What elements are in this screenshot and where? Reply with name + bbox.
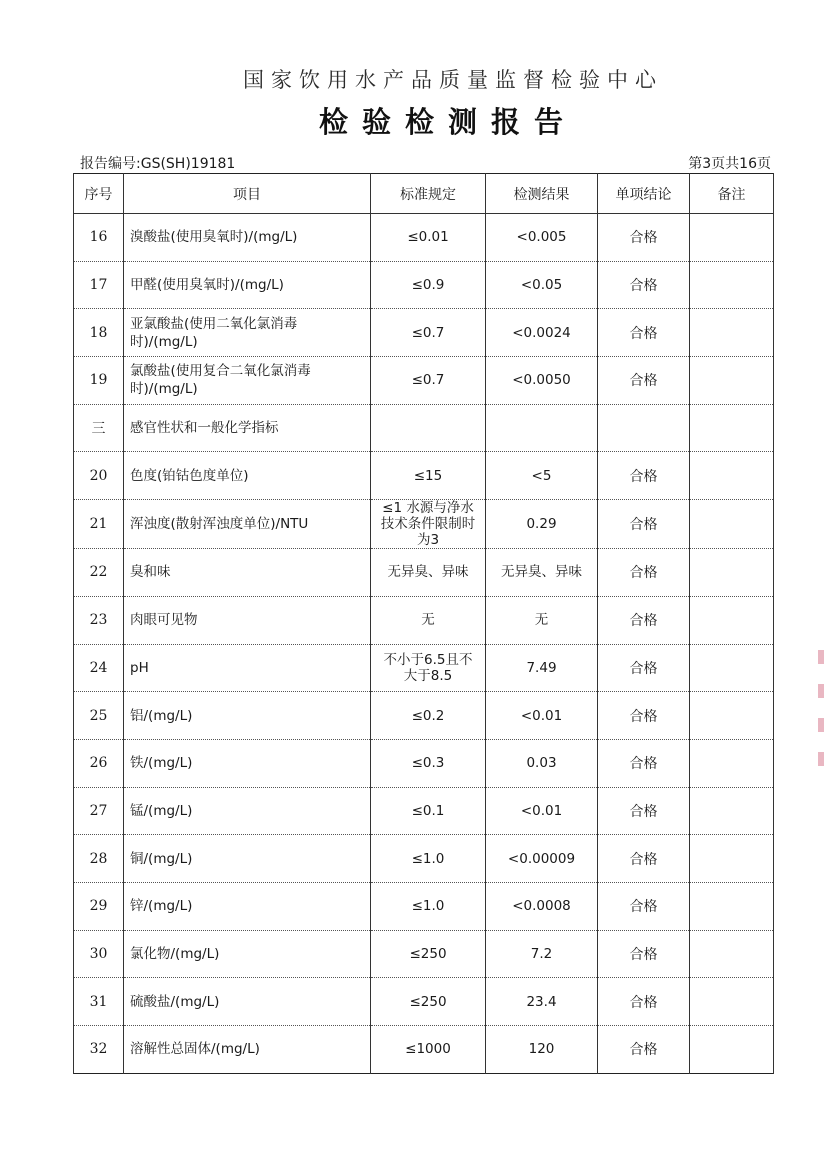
row-conclusion: 合格 (598, 930, 690, 978)
row-standard (371, 404, 486, 452)
report-number: 报告编号:GS(SH)19181 (80, 156, 236, 172)
row-number: 29 (74, 882, 124, 930)
row-result: 120 (486, 1026, 598, 1074)
column-header-note: 备注 (690, 174, 774, 214)
column-header-no: 序号 (74, 174, 124, 214)
row-standard: ≤1.0 (371, 882, 486, 930)
table-row (74, 835, 774, 883)
row-note (690, 261, 774, 309)
table-row (74, 692, 774, 740)
row-result: 0.29 (486, 500, 598, 549)
row-note (690, 644, 774, 692)
row-result: <0.005 (486, 214, 598, 262)
row-note (690, 549, 774, 597)
row-result: 7.49 (486, 644, 598, 692)
row-standard: ≤0.7 (371, 309, 486, 357)
row-conclusion: 合格 (598, 739, 690, 787)
row-item: 溶解性总固体/(mg/L) (124, 1026, 371, 1074)
row-conclusion: 合格 (598, 452, 690, 500)
row-number: 24 (74, 644, 124, 692)
table-row (74, 882, 774, 930)
row-result: <0.00009 (486, 835, 598, 883)
row-number: 28 (74, 835, 124, 883)
row-item: 感官性状和一般化学指标 (124, 404, 371, 452)
row-number: 16 (74, 214, 124, 262)
row-item: 亚氯酸盐(使用二氧化氯消毒时)/(mg/L) (124, 309, 371, 357)
row-number: 17 (74, 261, 124, 309)
row-note (690, 596, 774, 644)
table-row (74, 261, 774, 309)
table-row (74, 739, 774, 787)
row-result: 0.03 (486, 739, 598, 787)
row-conclusion: 合格 (598, 309, 690, 357)
results-table (73, 173, 774, 1074)
row-number: 32 (74, 1026, 124, 1074)
column-header-conclusion: 单项结论 (598, 174, 690, 214)
row-standard: 不小于6.5且不大于8.5 (371, 644, 486, 692)
row-item: 肉眼可见物 (124, 596, 371, 644)
table-row (74, 404, 774, 452)
row-conclusion: 合格 (598, 261, 690, 309)
table-row (74, 500, 774, 549)
row-number: 30 (74, 930, 124, 978)
row-item: pH (124, 644, 371, 692)
row-number: 23 (74, 596, 124, 644)
row-item: 铜/(mg/L) (124, 835, 371, 883)
table-header-row (74, 174, 774, 214)
report-title: 检验检测报告 (318, 105, 577, 139)
row-number: 20 (74, 452, 124, 500)
column-header-standard: 标准规定 (371, 174, 486, 214)
row-number: 三 (74, 404, 124, 452)
column-header-item: 项目 (124, 174, 371, 214)
table-row (74, 357, 774, 405)
row-standard: ≤0.3 (371, 739, 486, 787)
row-item: 铁/(mg/L) (124, 739, 371, 787)
row-number: 26 (74, 739, 124, 787)
organization-name: 国家饮用水产品质量监督检验中心 (243, 68, 663, 92)
page-info: 第3页共16页 (688, 156, 771, 172)
table-row (74, 644, 774, 692)
row-conclusion: 合格 (598, 978, 690, 1026)
row-standard: ≤15 (371, 452, 486, 500)
seal-stamp-edge (818, 650, 826, 820)
row-standard: ≤250 (371, 930, 486, 978)
row-result: <5 (486, 452, 598, 500)
row-result: 7.2 (486, 930, 598, 978)
row-item: 锰/(mg/L) (124, 787, 371, 835)
row-note (690, 1026, 774, 1074)
table-row (74, 978, 774, 1026)
row-conclusion: 合格 (598, 644, 690, 692)
row-conclusion: 合格 (598, 214, 690, 262)
row-result (486, 404, 598, 452)
row-number: 18 (74, 309, 124, 357)
row-conclusion: 合格 (598, 357, 690, 405)
row-conclusion (598, 404, 690, 452)
row-conclusion: 合格 (598, 692, 690, 740)
column-header-result: 检测结果 (486, 174, 598, 214)
row-standard: 无异臭、异味 (371, 549, 486, 597)
row-item: 硫酸盐/(mg/L) (124, 978, 371, 1026)
row-conclusion: 合格 (598, 882, 690, 930)
row-standard: ≤250 (371, 978, 486, 1026)
row-standard: 无 (371, 596, 486, 644)
row-standard: ≤0.9 (371, 261, 486, 309)
row-standard: ≤1000 (371, 1026, 486, 1074)
table-row (74, 787, 774, 835)
row-note (690, 882, 774, 930)
row-number: 21 (74, 500, 124, 549)
row-item: 铝/(mg/L) (124, 692, 371, 740)
row-result: <0.01 (486, 787, 598, 835)
table-row (74, 309, 774, 357)
row-item: 氯化物/(mg/L) (124, 930, 371, 978)
row-number: 27 (74, 787, 124, 835)
row-number: 22 (74, 549, 124, 597)
row-number: 25 (74, 692, 124, 740)
row-note (690, 404, 774, 452)
row-conclusion: 合格 (598, 549, 690, 597)
row-item: 臭和味 (124, 549, 371, 597)
row-standard: ≤0.1 (371, 787, 486, 835)
row-item: 甲醛(使用臭氧时)/(mg/L) (124, 261, 371, 309)
row-standard: ≤0.2 (371, 692, 486, 740)
row-note (690, 692, 774, 740)
row-conclusion: 合格 (598, 1026, 690, 1074)
table-body (74, 214, 774, 1074)
row-result: 无 (486, 596, 598, 644)
row-result: <0.0024 (486, 309, 598, 357)
row-note (690, 978, 774, 1026)
row-conclusion: 合格 (598, 835, 690, 883)
table-row (74, 452, 774, 500)
row-standard: ≤0.7 (371, 357, 486, 405)
row-number: 31 (74, 978, 124, 1026)
row-note (690, 452, 774, 500)
table-row (74, 549, 774, 597)
row-item: 氯酸盐(使用复合二氧化氯消毒时)/(mg/L) (124, 357, 371, 405)
row-standard: ≤0.01 (371, 214, 486, 262)
table-row (74, 596, 774, 644)
row-note (690, 500, 774, 549)
row-note (690, 835, 774, 883)
row-item: 溴酸盐(使用臭氧时)/(mg/L) (124, 214, 371, 262)
row-standard: ≤1.0 (371, 835, 486, 883)
table-row (74, 930, 774, 978)
row-result: <0.05 (486, 261, 598, 309)
table-row (74, 214, 774, 262)
row-note (690, 309, 774, 357)
table-row (74, 1026, 774, 1074)
row-note (690, 739, 774, 787)
row-item: 浑浊度(散射浑浊度单位)/NTU (124, 500, 371, 549)
row-note (690, 930, 774, 978)
row-result: 无异臭、异味 (486, 549, 598, 597)
row-number: 19 (74, 357, 124, 405)
row-conclusion: 合格 (598, 596, 690, 644)
row-item: 色度(铂钴色度单位) (124, 452, 371, 500)
row-conclusion: 合格 (598, 500, 690, 549)
row-item: 锌/(mg/L) (124, 882, 371, 930)
row-standard: ≤1 水源与净水技术条件限制时为3 (371, 500, 486, 549)
row-note (690, 357, 774, 405)
row-note (690, 787, 774, 835)
row-result: <0.0008 (486, 882, 598, 930)
row-conclusion: 合格 (598, 787, 690, 835)
row-result: 23.4 (486, 978, 598, 1026)
row-result: <0.0050 (486, 357, 598, 405)
row-result: <0.01 (486, 692, 598, 740)
row-note (690, 214, 774, 262)
